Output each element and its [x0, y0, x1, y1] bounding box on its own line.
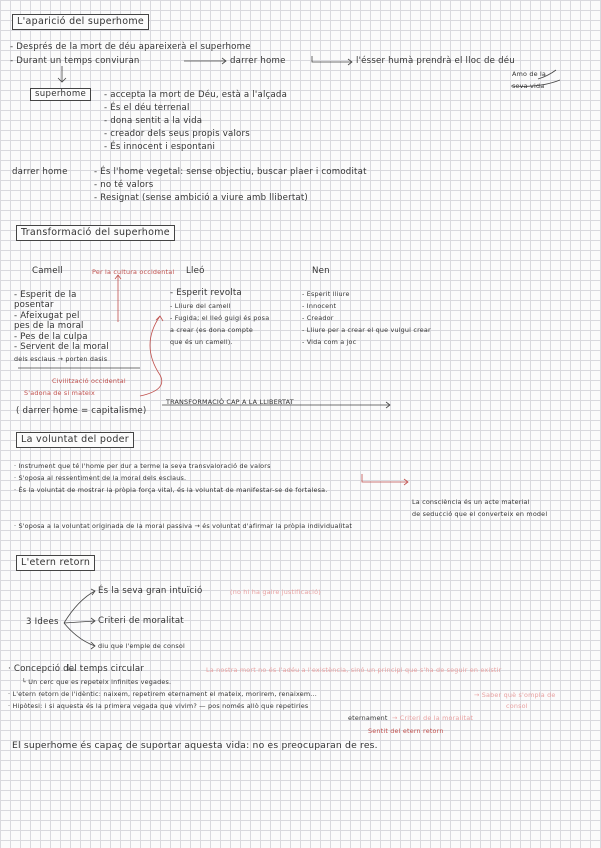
red-hook — [362, 474, 408, 482]
s1-seva-vida: seva vida — [512, 82, 545, 90]
etern-b1-note: La nostra mort no és l'adéu a l'existència, sinó un principi que s'ha de seguir en existir — [206, 666, 502, 674]
s1-amo: Amo de la — [512, 70, 547, 78]
sh-line-1: - accepta la mort de Déu, està a l'alçada — [104, 90, 288, 100]
vol-line-2: · S'oposa al ressentiment de la moral dels esclaus. — [14, 474, 187, 482]
lleo-4: a crear (es dona compte — [170, 326, 253, 334]
arrow-idea-3 — [64, 623, 95, 646]
section-title-transformacio: Transformació del superhome — [16, 225, 175, 241]
arrow-darrer-home — [312, 56, 352, 62]
lleo-5: que és un camell). — [170, 338, 233, 346]
camell-6: - Servent de la moral — [14, 342, 109, 352]
camell-1: - Esperit de la — [14, 290, 77, 300]
etern-b2: · L'etern retorn de l'idèntic: naixem, repetirem eternament el mateix, morirem, renaixem... — [8, 690, 318, 698]
lleo-3: - Fugida; el lleó guigi és posa — [170, 314, 270, 322]
col-camell-note: Per la cultura occidental — [92, 268, 175, 276]
nen-3: - Creador — [302, 314, 334, 322]
etern-b1: · Concepció del temps circular — [8, 664, 145, 674]
vol-line-4b: de seducció que el converteix en model — [412, 510, 548, 518]
sh-line-4: - creador dels seus propis valors — [104, 129, 250, 139]
camell-4: pes de la moral — [14, 321, 84, 331]
red-curve — [140, 316, 162, 396]
vol-line-5: · S'oposa a la voluntat originada de la moral passiva → és voluntat d'afirmar la pròpia individualitat — [14, 522, 353, 530]
section-title-etern-retorn: L'etern retorn — [16, 555, 95, 571]
dh-line-2: - no té valors — [94, 180, 154, 190]
idea-1: És la seva gran intuïció — [98, 586, 203, 596]
darrer-capitalisme: ( darrer home = capitalisme) — [16, 406, 147, 416]
nen-4: - Lliure per a crear el que vulgui crear — [302, 326, 431, 334]
etern-b3: · Hipòtesi: i si aquesta és la primera vegada que vivim? — pos només allò que repetiries — [8, 702, 309, 710]
s1-line-2c: l'ésser humà prendrà el lloc de déu — [356, 56, 515, 66]
idea-3: diu que l'emple de consol — [98, 642, 185, 650]
nen-2: - Innocent — [302, 302, 337, 310]
section-title-aparicio: L'aparició del superhome — [12, 14, 149, 30]
camell-7: dels esclaus → porten dasis — [14, 355, 108, 363]
etern-b3b: eternament — [348, 714, 388, 722]
nen-5: - Vida com a joc — [302, 338, 357, 346]
section-title-voluntat: La voluntat del poder — [16, 432, 134, 448]
arrow-idea-2 — [64, 621, 95, 623]
s1-line-2a: - Durant un temps conviuran — [10, 56, 140, 66]
darrer-home-label: darrer home — [12, 167, 68, 177]
camell-5: - Pes de la culpa — [14, 332, 88, 342]
vol-line-3: · És la voluntat de mostrar la pròpia força vital, és la voluntat de manifestar-se de fortalesa. — [14, 486, 328, 494]
sh-line-2: - És el déu terrenal — [104, 103, 190, 113]
lleo-1: - Esperit revolta — [170, 288, 242, 298]
s1-line-1: - Després de la mort de déu apareixerà el superhome — [10, 42, 251, 52]
col-nen: Nen — [312, 266, 330, 276]
red-civilitzacio: Civilització occidental — [52, 377, 126, 385]
dh-line-1: - És l'home vegetal: sense objectiu, buscar plaer i comoditat — [94, 167, 367, 177]
etern-b2-note2: consol — [506, 702, 528, 710]
sh-line-5: - És innocent i espontani — [104, 142, 216, 152]
superhome-label: superhome — [30, 88, 91, 101]
sh-line-3: - dona sentit a la vida — [104, 116, 203, 126]
camell-3: - Afeixugat pel — [14, 311, 80, 321]
lleo-2: - Lliure del camell — [170, 302, 231, 310]
vol-line-4a: La consciència és un acte material — [412, 498, 530, 506]
arrow-idea-1 — [64, 591, 95, 623]
etern-b2-note: → Saber què s'ompla de — [474, 691, 556, 699]
etern-b1-sub: └ Un cerc que es repeteix infinites vegades. — [22, 678, 172, 686]
ideas-label: 3 Idees — [26, 617, 59, 627]
col-lleo: Lleó — [186, 266, 205, 276]
transformacio-llibertat: TRANSFORMACIÓ CAP A LA LLIBERTAT — [166, 398, 294, 406]
red-sadona: S'adona de si mateix — [24, 389, 95, 397]
nen-1: - Esperit lliure — [302, 290, 350, 298]
camell-2: posentar — [14, 300, 54, 310]
idea-2: Criteri de moralitat — [98, 616, 184, 626]
dh-line-3: - Resignat (sense ambició a viure amb llibertat) — [94, 193, 308, 203]
vol-line-1: · Instrument que té l'home per dur a terme la seva transvaloració de valors — [14, 462, 271, 470]
s1-line-2b: darrer home — [230, 56, 286, 66]
etern-b3b-note: → Criteri de la moralitat — [392, 714, 474, 722]
idea-1-note: (no hi ha gaire justificació) — [230, 588, 321, 596]
etern-b3c: Sentit del etern retorn — [368, 727, 444, 735]
col-camell: Camell — [32, 266, 63, 276]
final-line: El superhome és capaç de suportar aquesta vida: no es preocuparan de res. — [12, 740, 378, 751]
